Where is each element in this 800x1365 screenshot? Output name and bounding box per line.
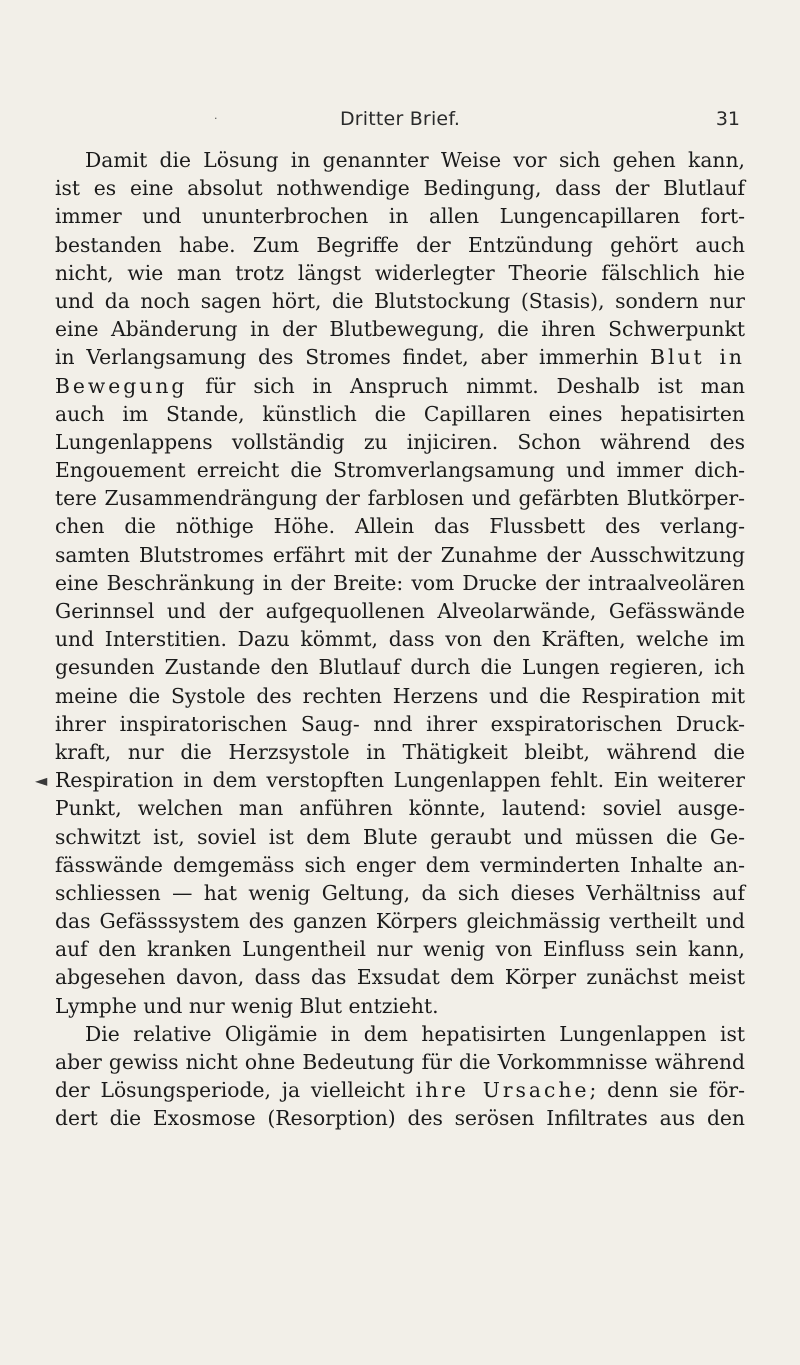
text-line: schliessen — hat wenig Geltung, da sich dieses Verhältniss auf: [55, 880, 745, 905]
emphasis-text: Blut in: [650, 345, 745, 370]
emphasis-text: Bewegung: [55, 373, 188, 398]
text-line: Lungenlappens vollständig zu injiciren. Schon während des: [55, 429, 745, 454]
text-line: dert die Exosmose (Resorption) des serösen Infiltrates aus den: [55, 1106, 745, 1131]
text-fragment: in Verlangsamung des Stromes findet, aber immerhin: [55, 345, 639, 370]
text-line: schwitzt ist, soviel ist dem Blute geraubt und müssen die Ge-: [55, 824, 745, 849]
text-line: das Gefässsystem des ganzen Körpers gleichmässig vertheilt und: [55, 909, 745, 934]
text-line: fässwände demgemäss sich enger dem verminderten Inhalte an-: [55, 852, 745, 877]
text-line: bestanden habe. Zum Begriffe der Entzündung gehört auch: [55, 232, 745, 257]
text-line: aber gewiss nicht ohne Bedeutung für die Vorkommnisse während: [55, 1050, 745, 1074]
text-line: abgesehen davon, dass das Exsudat dem Körper zunächst meist: [55, 965, 745, 990]
text-line: eine Abänderung in der Blutbewegung, die ihren Schwerpunkt: [55, 317, 745, 342]
text-line: ist es eine absolut nothwendige Bedingung, dass der Blutlauf: [55, 176, 745, 201]
body-text: [55, 146, 745, 1133]
header-mark: ·: [214, 112, 218, 125]
text-line: Die relative Oligämie in dem hepatisirten Lungenlappen ist: [85, 1021, 745, 1046]
margin-mark-icon: ◄: [35, 771, 48, 790]
text-line: gesunden Zustande den Blutlauf durch die Lungen regieren, ich: [55, 655, 745, 680]
text-line: immer und ununterbrochen in allen Lungencapillaren fort-: [55, 204, 745, 229]
text-fragment: für sich in Anspruch nimmt. Deshalb ist man: [205, 373, 745, 398]
text-line: Respiration in dem verstopften Lungenlappen fehlt. Ein weiterer: [55, 768, 745, 793]
text-line: Gerinnsel und der aufgequollenen Alveolarwände, Gefässwände: [55, 599, 745, 623]
text-line: ihrer inspiratorischen Saug- nnd ihrer exspiratorischen Druck-: [55, 711, 745, 736]
text-line: [55, 1076, 745, 1104]
running-head: Dritter Brief.: [339, 108, 461, 130]
text-line: und Interstitien. Dazu kömmt, dass von den Kräften, welche im: [55, 627, 745, 652]
text-line: Damit die Lösung in genannter Weise vor sich gehen kann,: [85, 148, 745, 172]
text-line: Punkt, welchen man anführen könnte, lautend: soviel ausge-: [55, 796, 745, 821]
text-line: Engouement erreicht die Stromverlangsamung und immer dich-: [55, 458, 745, 483]
text-line: chen die nöthige Höhe. Allein das Flussbett des verlang-: [55, 514, 745, 539]
text-fragment: ; denn sie för-: [589, 1078, 745, 1103]
text-line: eine Beschränkung in der Breite: vom Drucke der intraalveolären: [55, 570, 745, 595]
text-line: [55, 343, 745, 371]
text-line: samten Blutstromes erfährt mit der Zunahme der Ausschwitzung: [55, 542, 745, 567]
emphasis-text: ihre Ursache: [415, 1078, 590, 1103]
page-header: [0, 108, 800, 138]
text-line: meine die Systole des rechten Herzens und die Respiration mit: [55, 683, 745, 708]
text-fragment: der Lösungsperiode, ja vielleicht: [55, 1078, 405, 1103]
text-line: kraft, nur die Herzsystole in Thätigkeit bleibt, während die: [55, 739, 745, 764]
page-number: 31: [715, 108, 740, 130]
text-line: nicht, wie man trotz längst widerlegter Theorie fälschlich hie: [55, 260, 745, 285]
text-line: auch im Stande, künstlich die Capillaren eines hepatisirten: [55, 401, 745, 426]
text-line: auf den kranken Lungentheil nur wenig von Einfluss sein kann,: [55, 937, 745, 962]
text-line: [55, 372, 745, 400]
text-line: und da noch sagen hört, die Blutstockung (Stasis), sondern nur: [55, 288, 745, 313]
text-line: Lymphe und nur wenig Blut entzieht.: [55, 993, 439, 1018]
text-line: tere Zusammendrängung der farblosen und gefärbten Blutkörper-: [55, 486, 745, 511]
